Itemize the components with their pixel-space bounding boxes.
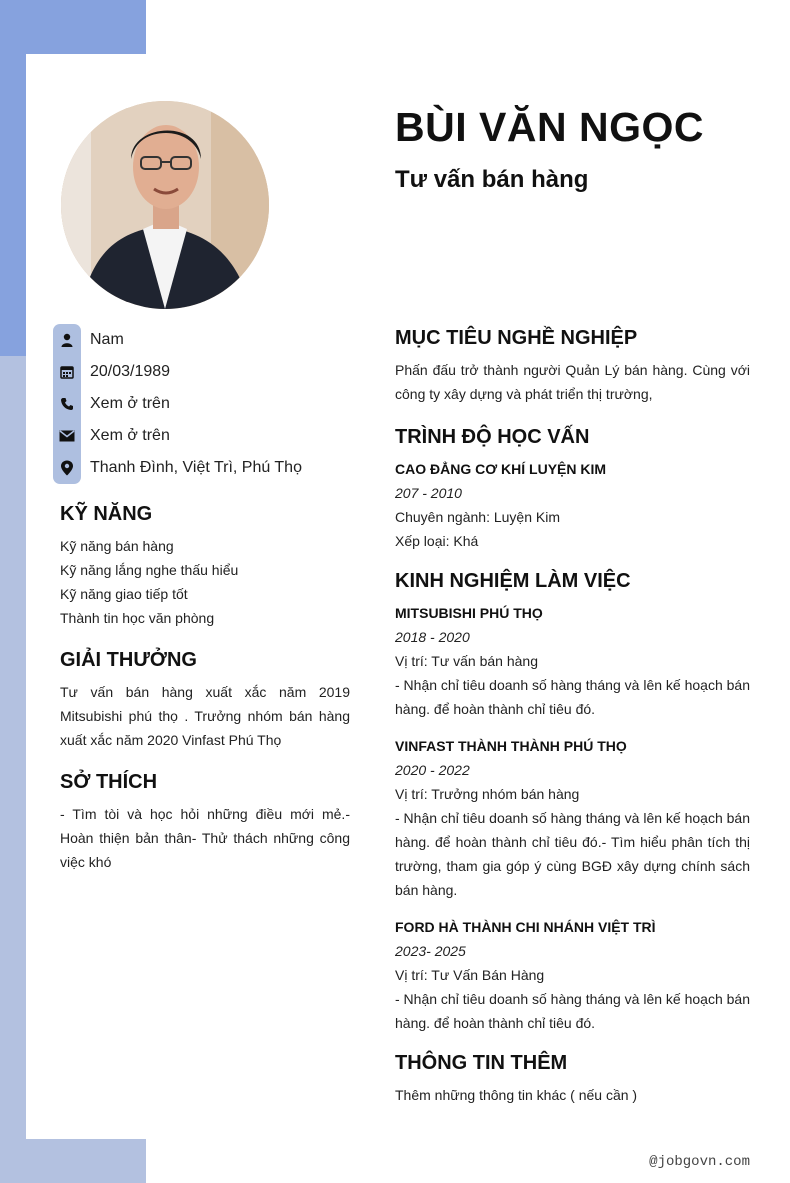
contact-email: Xem ở trên bbox=[90, 427, 170, 444]
awards-title: GIẢI THƯỞNG bbox=[60, 649, 197, 671]
job-description: - Nhận chỉ tiêu doanh số hàng tháng và lên kế hoạch bán hàng. để hoàn thành chỉ tiêu đó. bbox=[395, 677, 750, 717]
contact-item-birthday bbox=[53, 356, 302, 388]
job-position: Vị trí: Trưởng nhóm bán hàng bbox=[395, 786, 580, 802]
education-period: 207 - 2010 bbox=[395, 485, 462, 501]
hobbies-section bbox=[60, 771, 350, 874]
location-icon bbox=[53, 456, 81, 480]
contact-address: Thanh Đình, Việt Trì, Phú Thọ bbox=[90, 459, 302, 476]
additional-info-text: Thêm những thông tin khác ( nếu cần ) bbox=[395, 1087, 638, 1103]
avatar-photo bbox=[61, 101, 269, 309]
job-period: 2020 - 2022 bbox=[395, 762, 470, 778]
job-description: - Nhận chỉ tiêu doanh số hàng tháng và lên kế hoạch bán hàng. để hoàn thành chỉ tiêu đó.- Tìm hiểu phân tích thị trường, tham gia góp ý cùng BGĐ xây dựng chính sách bán hàng. bbox=[395, 810, 750, 898]
hobbies-title: SỞ THÍCH bbox=[60, 771, 158, 793]
experience-section bbox=[395, 570, 750, 1035]
job-period: 2023- 2025 bbox=[395, 943, 466, 959]
awards-text: Tư vấn bán hàng xuất xắc năm 2019 Mitsubishi phú thọ . Trưởng nhóm bán hàng xuất xắc năm 2020 Vinfast Phú Thọ bbox=[60, 684, 350, 748]
job-company: MITSUBISHI PHÚ THỌ bbox=[395, 605, 543, 621]
hobbies-text: - Tìm tòi và học hỏi những điều mới mẻ.- Hoàn thiện bản thân- Thử thách những công việc khó bbox=[60, 806, 350, 870]
contact-list bbox=[53, 324, 302, 484]
job-company: VINFAST THÀNH THÀNH PHÚ THỌ bbox=[395, 738, 627, 754]
skills-section bbox=[60, 503, 350, 630]
objective-text: Phấn đấu trở thành người Quản Lý bán hàng. Cùng với công ty xây dựng và phát triển thị trường, bbox=[395, 362, 750, 402]
phone-icon bbox=[53, 392, 81, 416]
job-position: Vị trí: Tư Vấn Bán Hàng bbox=[395, 967, 545, 983]
awards-section bbox=[60, 649, 350, 752]
objective-section bbox=[395, 327, 750, 406]
person-icon bbox=[53, 328, 81, 352]
skill-item: Kỹ năng giao tiếp tốt bbox=[60, 586, 188, 602]
skill-item: Thành tin học văn phòng bbox=[60, 610, 215, 626]
education-school: CAO ĐẲNG CƠ KHÍ LUYỆN KIM bbox=[395, 461, 607, 477]
skill-item: Kỹ năng bán hàng bbox=[60, 538, 174, 554]
candidate-job-title: Tư vấn bán hàng bbox=[395, 166, 589, 193]
email-icon bbox=[53, 424, 81, 448]
skills-title: KỸ NĂNG bbox=[60, 503, 153, 525]
job-description: - Nhận chỉ tiêu doanh số hàng tháng và lên kế hoạch bán hàng. để hoàn thành chỉ tiêu đó. bbox=[395, 991, 750, 1031]
contact-gender: Nam bbox=[90, 331, 124, 348]
contact-item-email bbox=[53, 420, 302, 452]
skills-list bbox=[60, 534, 350, 630]
contact-item-gender bbox=[53, 324, 302, 356]
decor-strip-side bbox=[0, 356, 26, 1183]
skill-item: Kỹ năng lắng nghe thấu hiểu bbox=[60, 562, 239, 578]
experience-item bbox=[395, 734, 750, 902]
watermark: @jobgovn.com bbox=[649, 1154, 750, 1170]
candidate-name: BÙI VĂN NGỌC bbox=[395, 104, 704, 150]
contact-item-address bbox=[53, 452, 302, 484]
contact-birthday: 20/03/1989 bbox=[90, 363, 171, 380]
experience-item bbox=[395, 915, 750, 1035]
contact-phone: Xem ở trên bbox=[90, 395, 170, 412]
education-grade: Xếp loại: Khá bbox=[395, 533, 479, 549]
education-major: Chuyên ngành: Luyện Kim bbox=[395, 509, 560, 525]
objective-title: MỤC TIÊU NGHỀ NGHIỆP bbox=[395, 327, 638, 349]
education-title: TRÌNH ĐỘ HỌC VẤN bbox=[395, 426, 590, 448]
additional-info-section bbox=[395, 1052, 750, 1107]
job-company: FORD HÀ THÀNH CHI NHÁNH VIỆT TRÌ bbox=[395, 919, 656, 935]
additional-info-title: THÔNG TIN THÊM bbox=[395, 1052, 568, 1074]
experience-title: KINH NGHIỆM LÀM VIỆC bbox=[395, 570, 631, 592]
calendar-icon bbox=[53, 360, 81, 384]
job-position: Vị trí: Tư vấn bán hàng bbox=[395, 653, 538, 669]
decor-block-bottom bbox=[0, 1139, 146, 1183]
education-section bbox=[395, 426, 750, 553]
job-period: 2018 - 2020 bbox=[395, 629, 470, 645]
experience-item bbox=[395, 601, 750, 721]
contact-item-phone bbox=[53, 388, 302, 420]
